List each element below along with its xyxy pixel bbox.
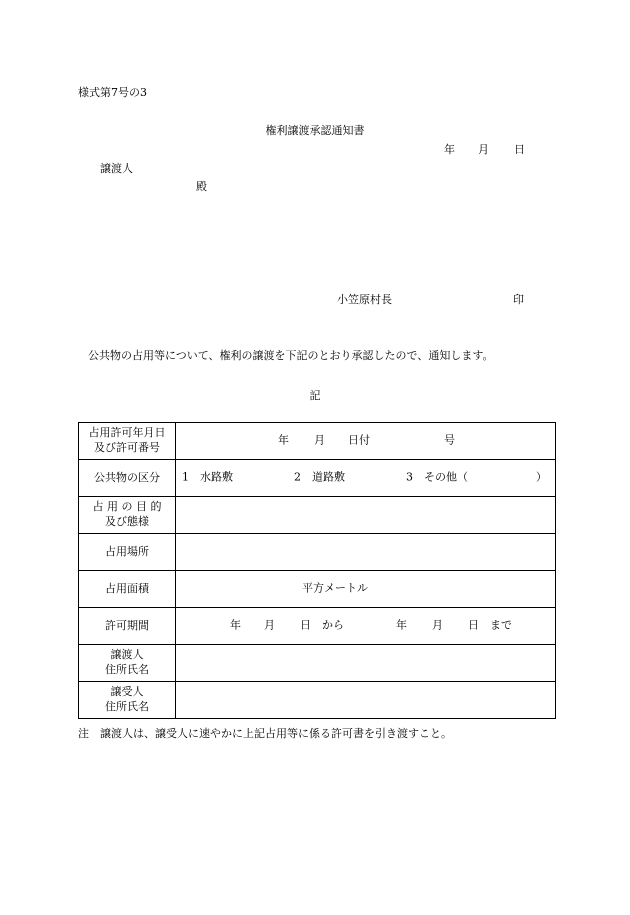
permit-number: 号	[444, 433, 455, 447]
row-label-permit: 占用許可年月日 及び許可番号	[79, 423, 176, 460]
table-row	[79, 460, 556, 497]
period-from-year: 年	[230, 618, 241, 632]
location-field[interactable]	[176, 534, 556, 571]
row-label-period: 許可期間	[79, 608, 176, 645]
issuer-name: 小笠原村長	[337, 293, 392, 306]
row-label-purpose: 占 用 の 目 的 及び態様	[79, 497, 176, 534]
assignor-field[interactable]	[176, 645, 556, 682]
period-to-month: 月	[432, 618, 443, 632]
period-to-year: 年	[396, 618, 407, 632]
seal-mark: 印	[513, 293, 524, 306]
table-row	[79, 682, 556, 719]
date-line	[444, 143, 525, 157]
form-number: 様式第7号の3	[78, 86, 147, 99]
permit-year: 年	[278, 433, 289, 447]
period-to-day: 日	[468, 618, 479, 632]
period-from: から	[322, 618, 344, 632]
category-field[interactable]	[176, 460, 556, 497]
purpose-field[interactable]	[176, 497, 556, 534]
permit-day: 日付	[348, 433, 370, 447]
table-row	[79, 423, 556, 460]
row-label-category: 公共物の区分	[79, 460, 176, 497]
period-field[interactable]	[176, 608, 556, 645]
date-day: 日	[514, 143, 525, 156]
period-from-month: 月	[264, 618, 275, 632]
category-option-3: 3 その他（	[406, 470, 468, 484]
table-row	[79, 497, 556, 534]
document-title: 権利譲渡承認通知書	[265, 124, 365, 137]
permit-date-field[interactable]	[176, 423, 556, 460]
area-field[interactable]	[176, 571, 556, 608]
row-label-area: 占用面積	[79, 571, 176, 608]
row-label-assignor: 譲渡人 住所氏名	[79, 645, 176, 682]
category-close-paren: ）	[536, 470, 547, 484]
table-row	[79, 608, 556, 645]
area-unit: 平方メートル	[302, 581, 368, 595]
date-year: 年	[444, 143, 455, 156]
period-until: まで	[490, 618, 512, 632]
category-option-2: 2 道路敷	[294, 470, 345, 484]
assignee-field[interactable]	[176, 682, 556, 719]
date-month: 月	[478, 143, 489, 156]
table-row	[79, 571, 556, 608]
assignor-label: 譲渡人	[100, 162, 133, 175]
row-label-assignee: 譲受人 住所氏名	[79, 682, 176, 719]
footnote: 注 譲渡人は、譲受人に速やかに上記占用等に係る許可書を引き渡すこと。	[78, 727, 452, 740]
table-row	[79, 534, 556, 571]
honorific: 殿	[196, 180, 207, 193]
table-row	[79, 645, 556, 682]
detail-table	[78, 422, 556, 719]
ki-heading: 記	[309, 389, 321, 402]
body-text: 公共物の占用等について、権利の譲渡を下記のとおり承認したので、通知します。	[88, 349, 494, 362]
permit-month: 月	[314, 433, 325, 447]
category-option-1: 1 水路敷	[182, 470, 233, 484]
period-from-day: 日	[300, 618, 311, 632]
row-label-location: 占用場所	[79, 534, 176, 571]
